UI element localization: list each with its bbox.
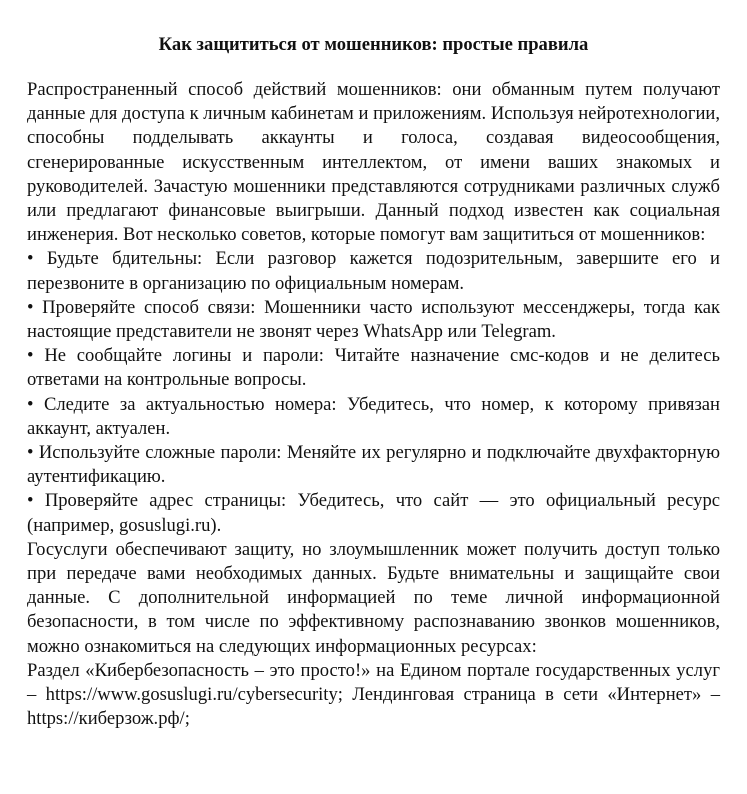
intro-paragraph: Распространенный способ действий мошенников: они обманным путем получают данные для доступа к личным кабинетам и приложениям. Используя нейротехнологии, способны подделывать аккаунты и голоса, создавая видеосообщения, сгенерированные искусственным интеллектом, от имени ваших знакомых и руководителей. Зачастую мошенники представляются сотрудниками различных служб или предлагают финансовые выигрыши. Данный подход известен как социальная инженерия. Вот несколько советов, которые помогут вам защититься от мошенников:	[27, 79, 720, 246]
tip-item: • Будьте бдительны: Если разговор кажется подозрительным, завершите его и перезвоните в организацию по официальным номерам.	[27, 248, 720, 294]
tip-item: • Используйте сложные пароли: Меняйте их регулярно и подключайте двухфакторную аутентификацию.	[27, 442, 720, 488]
document-title: Как защититься от мошенников: простые правила	[158, 34, 589, 55]
tip-item: • Следите за актуальностью номера: Убедитесь, что номер, к которому привязан аккаунт, актуален.	[27, 393, 720, 439]
tip-item: • Проверяйте способ связи: Мошенники часто используют мессенджеры, тогда как настоящие представители не звонят через WhatsApp или Telegram.	[27, 296, 720, 343]
resources-paragraph: Раздел «Кибербезопасность – это просто!» на Едином портале государственных услуг – https://www.gosuslugi.ru/cybersecurity; Лендинговая страница в сети «Интернет» – https://киберзож.рф/;	[27, 659, 720, 730]
tip-item: • Не сообщайте логины и пароли: Читайте назначение смс-кодов и не делитесь ответами на контрольные вопросы.	[27, 345, 720, 391]
tip-item: • Проверяйте адрес страницы: Убедитесь, что сайт — это официальный ресурс (например, gosuslugi.ru).	[27, 490, 720, 536]
document-page	[27, 0, 720, 731]
closing-paragraph: Госуслуги обеспечивают защиту, но злоумышленник может получить доступ только при передаче вами необходимых данных. Будьте внимательны и защищайте свои данные. С дополнительной информацией по теме личной информационной безопасности, в том числе по эффективному распознаванию звонков мошенников, можно ознакомиться на следующих информационных ресурсах:	[27, 538, 720, 657]
